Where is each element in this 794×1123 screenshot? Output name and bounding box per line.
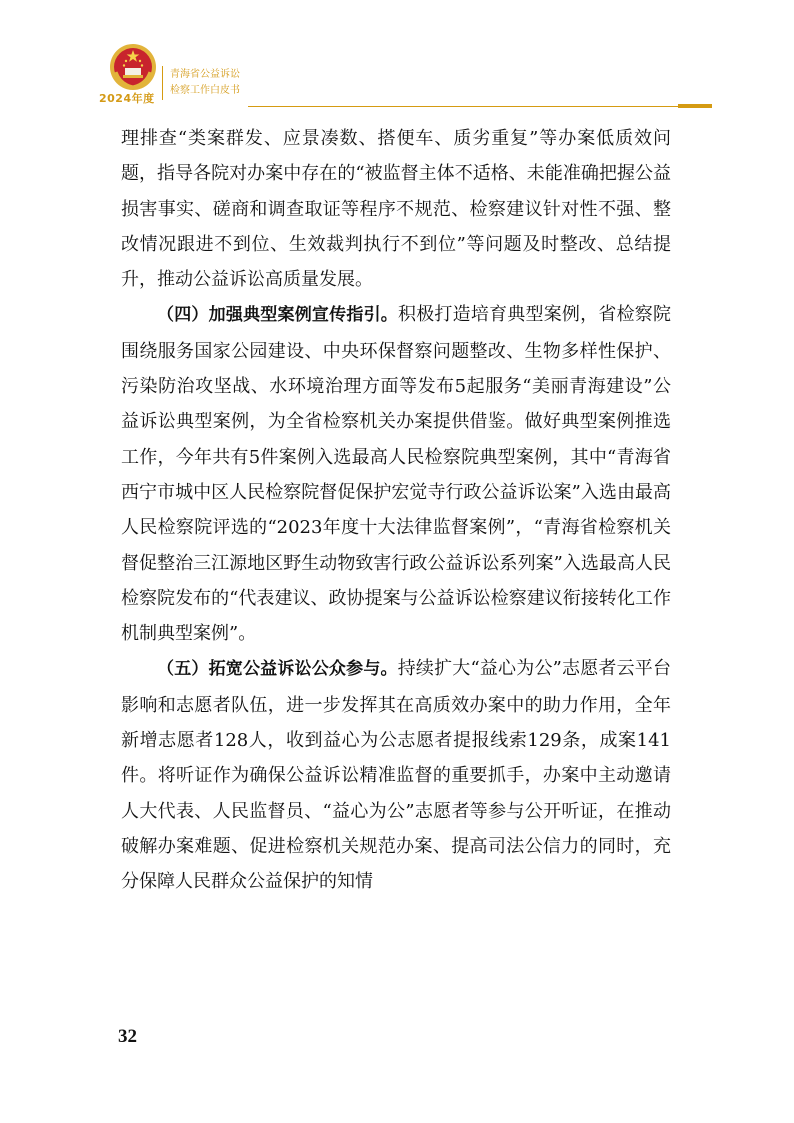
- report-title-line-2: 检察工作白皮书: [170, 85, 240, 96]
- header-rule-accent: [678, 104, 712, 108]
- procuratorate-emblem-icon: [108, 42, 158, 92]
- section-4-text: 积极打造培育典型案例，省检察院围绕服务国家公园建设、中央环保督察问题整改、生物多样性保护、污染防治攻坚战、水环境治理方面等发布5起服务“美丽青海建设”公益诉讼典型案例，为全省检察机关办案提供借鉴。做好典型案例推选工作，今年共有5件案例入选最高人民检察院典型案例，其中“青海省西宁市城中区人民检察院督促保护宏觉寺行政公益诉讼案”入选由最高人民检察院评选的“2023年度十大法律监督案例”，“青海省检察机关督促整治三江源地区野生动物致害行政公益诉讼系列案”入选最高人民检察院发布的“代表建议、政协提案与公益诉讼检察建议衔接转化工作机制典型案例”。: [121, 304, 671, 645]
- page-number: 32: [118, 1026, 137, 1047]
- body-text: [121, 121, 671, 900]
- page-header: [0, 0, 794, 120]
- section-5-heading: （五）拓宽公益诉讼公众参与。: [157, 659, 398, 680]
- paragraph-section-4: [121, 297, 671, 651]
- report-year: 2024年度: [99, 92, 155, 105]
- section-4-heading: （四）加强典型案例宣传指引。: [157, 305, 398, 326]
- header-rule: [248, 106, 678, 107]
- section-5-text: 持续扩大“益心为公”志愿者云平台影响和志愿者队伍，进一步发挥其在高质效办案中的助力作用，全年新增志愿者128人，收到益心为公志愿者提报线索129条，成案141件。将听证作为确保公益诉讼精准监督的重要抓手，办案中主动邀请人大代表、人民监督员、“益心为公”志愿者等参与公开听证，在推动破解办案难题、促进检察机关规范办案、提高司法公信力的同时，充分保障人民群众公益保护的知情: [121, 658, 671, 893]
- report-title-line-1: 青海省公益诉讼: [170, 69, 240, 80]
- paragraph-continued: 理排查“类案群发、应景凑数、搭便车、质劣重复”等办案低质效问题，指导各院对办案中存在的“被监督主体不适格、未能准确把握公益损害事实、磋商和调查取证等程序不规范、检察建议针对性不强、整改情况跟进不到位、生效裁判执行不到位”等问题及时整改、总结提升，推动公益诉讼高质量发展。: [121, 128, 671, 291]
- paragraph-section-5: [121, 651, 671, 899]
- header-divider: [162, 66, 163, 100]
